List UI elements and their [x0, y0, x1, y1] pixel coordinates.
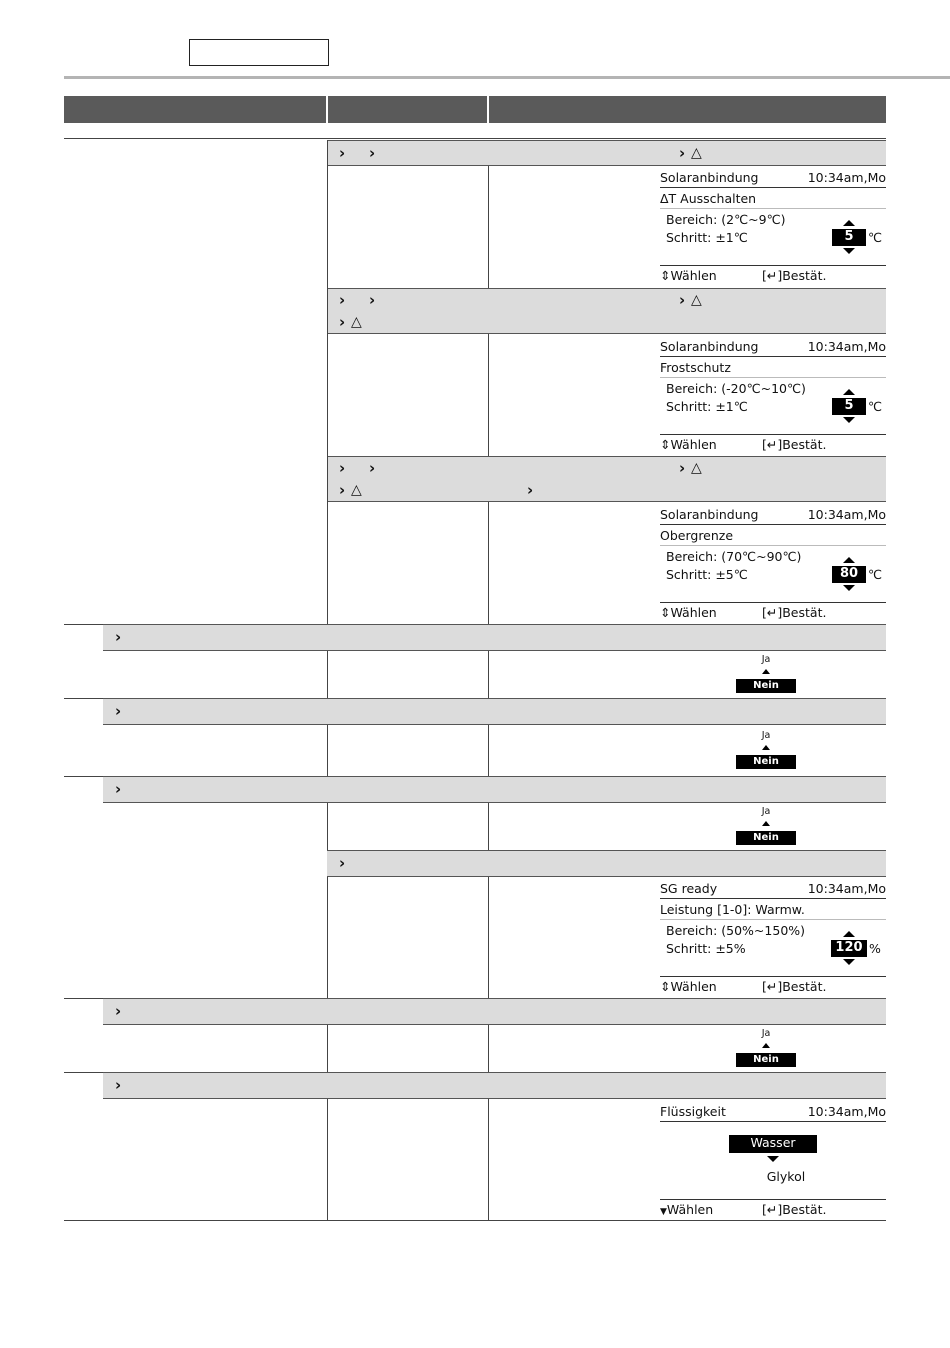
chevron-right-icon: › [339, 291, 346, 309]
toggle-selected: Nein [736, 831, 796, 845]
value-unit: ℃ [868, 399, 883, 414]
value-box: 5 [832, 398, 866, 415]
chevron-right-icon: › [679, 144, 686, 162]
toggle-widget [736, 731, 796, 771]
screen-time: 10:34am,Mo [807, 339, 886, 354]
chevron-right-icon: › [679, 291, 686, 309]
screen-title: Solaranbindung [660, 507, 759, 522]
table-vline [327, 1025, 328, 1072]
table-rule [64, 138, 886, 139]
chevron-right-icon: › [339, 854, 346, 872]
screen-title: Flüssigkeit [660, 1104, 726, 1119]
screen-confirm: [↵]Bestät. [762, 437, 827, 452]
menu-path-row [103, 624, 886, 651]
table-vline [488, 803, 489, 850]
table-vline [488, 334, 489, 456]
toggle-widget [736, 1029, 796, 1069]
toggle-selected: Nein [736, 679, 796, 693]
arrow-down-icon [843, 585, 855, 591]
chevron-right-icon: › [339, 459, 346, 477]
menu-path-row [327, 140, 886, 166]
header-separator [326, 96, 328, 123]
lcd-screen [660, 507, 886, 623]
lcd-screen [660, 1104, 886, 1220]
arrow-down-icon [843, 959, 855, 965]
lcd-screen [660, 339, 886, 455]
toggle-selected: Nein [736, 1053, 796, 1067]
triangle-up-icon: △ [351, 482, 362, 498]
chevron-right-icon: › [369, 144, 376, 162]
arrow-up-icon [843, 557, 855, 563]
screen-title: SG ready [660, 881, 718, 896]
down-icon: ▼ [660, 1207, 667, 1217]
menu-path-row [103, 698, 886, 725]
screen-select: Wählen [670, 268, 717, 283]
menu-path-row [327, 850, 886, 877]
screen-confirm: [↵]Bestät. [762, 605, 827, 620]
chevron-right-icon: › [369, 291, 376, 309]
menu-path-row [103, 998, 886, 1025]
table-vline [488, 1025, 489, 1072]
table-vline [327, 651, 328, 698]
screen-confirm: [↵]Bestät. [762, 268, 827, 283]
arrow-up-icon [843, 389, 855, 395]
chevron-right-icon: › [339, 313, 346, 331]
selected-option: Wasser [729, 1135, 817, 1153]
table-vline [488, 725, 489, 776]
menu-path-row [327, 288, 886, 334]
screen-step: Schritt: ±1℃ [666, 230, 748, 245]
screen-step: Schritt: ±1℃ [666, 399, 748, 414]
updown-icon: ⇕ [660, 437, 671, 452]
screen-time: 10:34am,Mo [807, 881, 886, 896]
screen-range: Bereich: (2℃~9℃) [666, 212, 786, 227]
menu-path-row [103, 1072, 886, 1099]
screen-time: 10:34am,Mo [807, 1104, 886, 1119]
screen-subtitle: Obergrenze [660, 528, 734, 543]
arrow-down-icon [843, 248, 855, 254]
updown-icon: ⇕ [660, 979, 671, 994]
table-vline [327, 1099, 328, 1220]
chevron-right-icon: › [369, 459, 376, 477]
table-vline [327, 803, 328, 998]
header-box [189, 39, 329, 66]
lcd-screen [660, 170, 886, 286]
chevron-right-icon: › [339, 144, 346, 162]
updown-icon: ⇕ [660, 268, 671, 283]
arrow-up-icon [843, 220, 855, 226]
chevron-right-icon: › [679, 459, 686, 477]
screen-range: Bereich: (50%~150%) [666, 923, 806, 938]
chevron-right-icon: › [115, 1076, 122, 1094]
value-unit: ℃ [868, 567, 883, 582]
screen-confirm: [↵]Bestät. [762, 979, 827, 994]
top-rule [64, 76, 950, 79]
screen-subtitle: Frostschutz [660, 360, 731, 375]
table-vline [327, 140, 328, 624]
chevron-right-icon: › [115, 1002, 122, 1020]
screen-title: Solaranbindung [660, 170, 759, 185]
screen-subtitle: ΔT Ausschalten [660, 191, 757, 206]
arrow-up-icon [762, 745, 770, 750]
toggle-option: Ja [761, 654, 771, 665]
screen-select: Wählen [670, 979, 717, 994]
chevron-right-icon: › [115, 780, 122, 798]
screen-select: Wählen [670, 605, 717, 620]
screen-step: Schritt: ±5℃ [666, 567, 748, 582]
chevron-right-icon: › [115, 628, 122, 646]
updown-icon: ⇕ [660, 605, 671, 620]
arrow-up-icon [762, 1043, 770, 1048]
screen-confirm: [↵]Bestät. [762, 1202, 827, 1217]
toggle-option: Ja [761, 1028, 771, 1039]
chevron-right-icon: › [527, 481, 534, 499]
screen-title: Solaranbindung [660, 339, 759, 354]
value-unit: ℃ [868, 230, 883, 245]
toggle-widget [736, 655, 796, 695]
header-separator [487, 96, 489, 123]
arrow-up-icon [762, 821, 770, 826]
toggle-option: Ja [761, 806, 771, 817]
other-option: Glykol [766, 1169, 806, 1184]
menu-path-row [103, 776, 886, 803]
menu-path-row [327, 456, 886, 502]
table-header [64, 96, 886, 123]
arrow-down-icon [843, 417, 855, 423]
value-box: 5 [832, 229, 866, 246]
value-box: 120 [831, 940, 867, 957]
table-rule [64, 1220, 886, 1221]
screen-range: Bereich: (70℃~90℃) [666, 549, 802, 564]
triangle-up-icon: △ [351, 314, 362, 330]
table-vline [488, 651, 489, 698]
screen-range: Bereich: (-20℃~10℃) [666, 381, 806, 396]
value-unit: % [869, 941, 881, 956]
triangle-up-icon: △ [691, 460, 702, 476]
table-vline [488, 877, 489, 998]
screen-select: Wählen [670, 437, 717, 452]
lcd-screen [660, 881, 886, 997]
toggle-widget [736, 807, 796, 847]
arrow-down-icon [767, 1156, 779, 1162]
chevron-right-icon: › [115, 702, 122, 720]
screen-time: 10:34am,Mo [807, 170, 886, 185]
toggle-selected: Nein [736, 755, 796, 769]
screen-subtitle: Leistung [1-0]: Warmw. [660, 902, 805, 917]
chevron-right-icon: › [339, 481, 346, 499]
arrow-up-icon [843, 931, 855, 937]
table-vline [488, 1099, 489, 1220]
triangle-up-icon: △ [691, 292, 702, 308]
table-vline [488, 166, 489, 288]
toggle-option: Ja [761, 730, 771, 741]
screen-step: Schritt: ±5% [666, 941, 746, 956]
value-box: 80 [832, 566, 866, 583]
triangle-up-icon: △ [691, 145, 702, 161]
table-vline [488, 502, 489, 624]
arrow-up-icon [762, 669, 770, 674]
screen-time: 10:34am,Mo [807, 507, 886, 522]
screen-select: Wählen [666, 1202, 714, 1217]
table-vline [327, 725, 328, 776]
